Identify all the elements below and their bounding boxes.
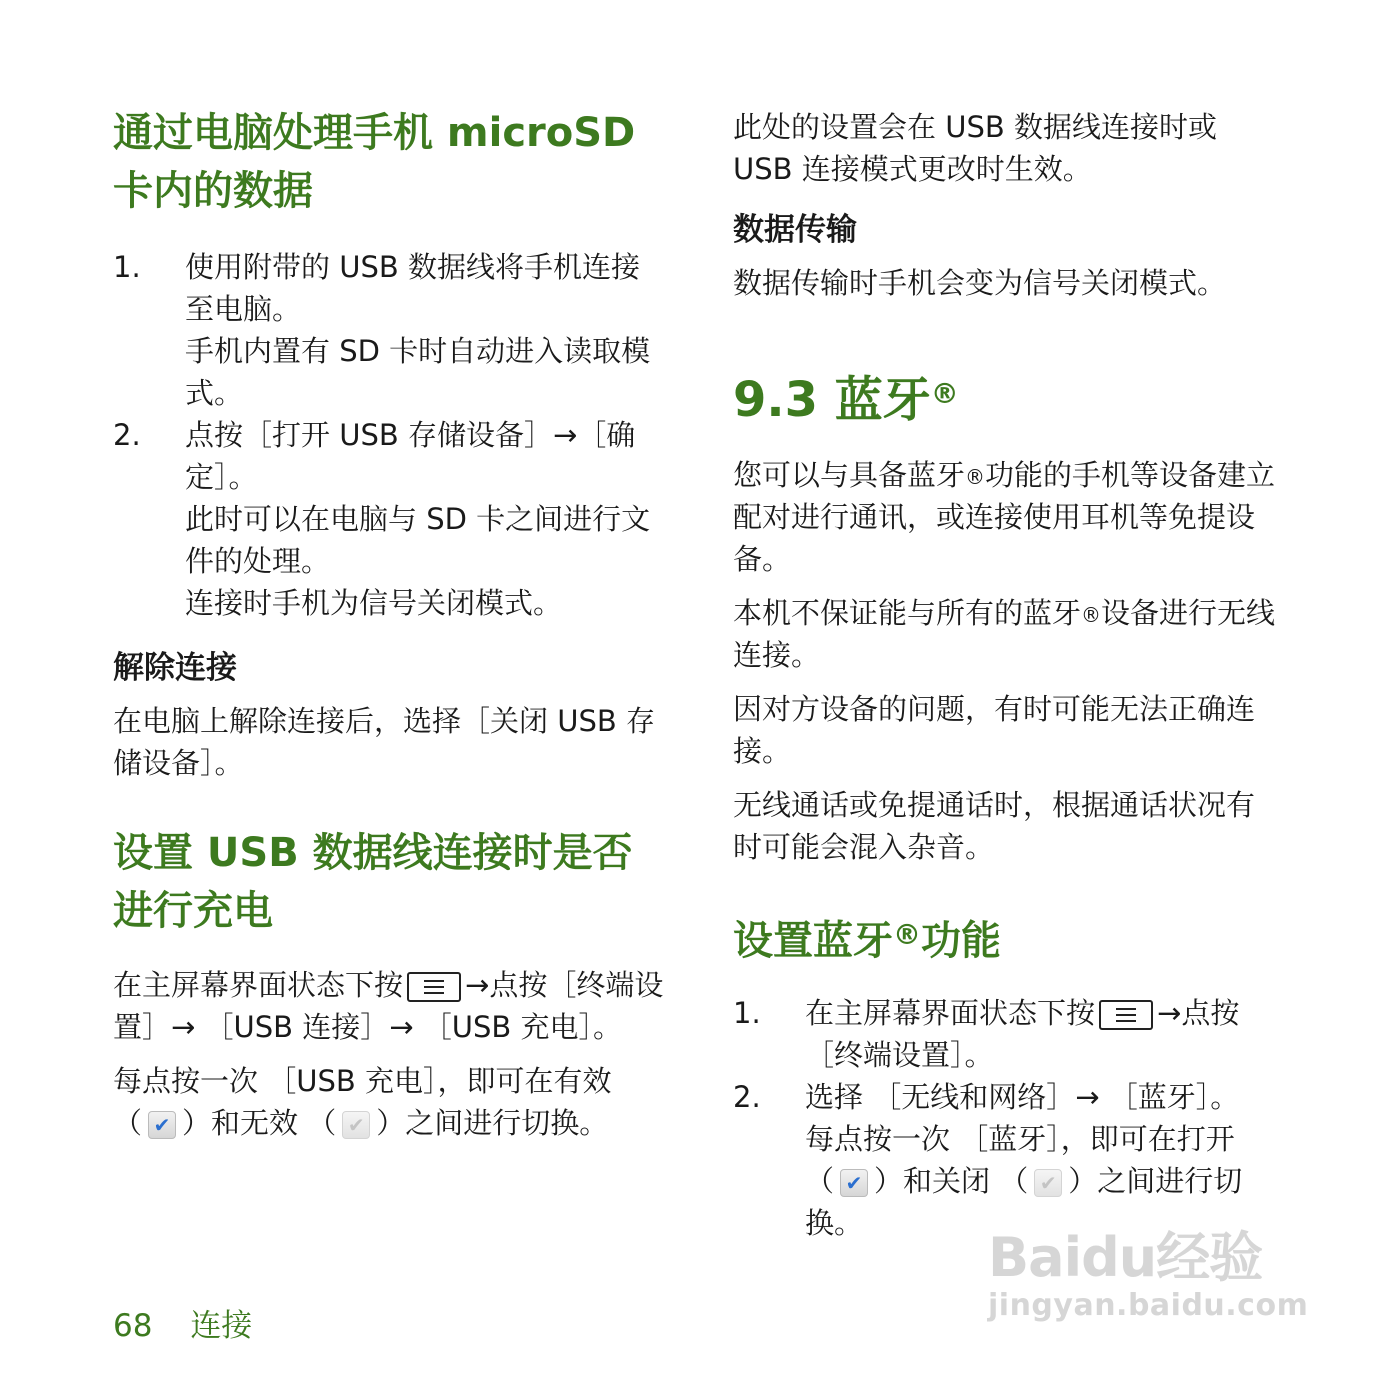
checkbox-disabled-icon: ✔: [342, 1111, 370, 1139]
heading-usb-charge: 设置 USB 数据线连接时是否进行充电: [113, 830, 633, 934]
bluetooth-paragraph-3: 因对方设备的问题，有时可能无法正确连接。: [733, 692, 1256, 768]
right-column: [733, 106, 1283, 1244]
step-text-part: ）和关闭 （: [874, 1164, 1029, 1198]
heading-bluetooth-settings: [733, 912, 1283, 970]
footer-section: 连接: [190, 1308, 253, 1344]
registered-mark: ®: [930, 377, 959, 410]
step-number: 1.: [733, 996, 761, 1030]
step-text: 此时可以在电脑与 SD 卡之间进行文件的处理。: [185, 502, 651, 578]
subheading-transfer: 数据传输: [733, 212, 857, 248]
watermark-logo: Baidu经验: [988, 1226, 1263, 1289]
heading-microsd: 通过电脑处理手机 microSD 卡内的数据: [113, 110, 636, 214]
transfer-text: 数据传输时手机会变为信号关闭模式。: [733, 266, 1227, 300]
usb-intro-text: 此处的设置会在 USB 数据线连接时或 USB 连接模式更改时生效。: [733, 110, 1217, 186]
section-title-bluetooth: [733, 370, 1283, 430]
step-text: 使用附带的 USB 数据线将手机连接至电脑。: [185, 250, 640, 326]
charge-paragraph-1: [113, 964, 668, 1048]
checkbox-checked-icon: ✔: [840, 1169, 868, 1197]
bt-text: 本机不保证能与所有的蓝牙: [733, 596, 1082, 630]
registered-mark: ®: [965, 465, 986, 489]
list-item: [733, 992, 1283, 1076]
steps-list: [113, 246, 668, 624]
baidu-watermark: [988, 1228, 1308, 1324]
charge-text: ）和无效 （: [182, 1106, 337, 1140]
bluetooth-paragraph-1: [733, 454, 1283, 580]
bt-text: 功能的手机等设备建立配对进行通讯，或连接使用耳机等免提设备。: [733, 458, 1276, 576]
bluetooth-paragraph-4: 无线通话或免提通话时，根据通话状况有时可能会混入杂音。: [733, 788, 1256, 864]
step-number: 2.: [113, 418, 141, 452]
step-text-part: ）之间进行切换。: [805, 1164, 1243, 1240]
checkbox-disabled-icon: ✔: [1034, 1169, 1062, 1197]
left-column: [113, 104, 668, 1144]
charge-text: ）之间进行切换。: [376, 1106, 609, 1140]
step-text-part: →点按［终端设置］。: [805, 996, 1240, 1072]
step-text: 点按［打开 USB 存储设备］→［确定］。: [185, 418, 636, 494]
charge-text: →点按［终端设置］→ ［USB 连接］→ ［USB 充电］。: [113, 968, 664, 1044]
list-item: [113, 246, 668, 414]
section-title-text: 9.3 蓝牙: [733, 372, 931, 428]
subheading-disconnect: 解除连接: [113, 650, 237, 686]
watermark-url: jingyan.baidu.com: [988, 1288, 1309, 1323]
list-item: [113, 414, 668, 624]
heading-text: 设置蓝牙: [733, 918, 893, 964]
page-number: 68: [113, 1308, 153, 1344]
bt-text: 您可以与具备蓝牙: [733, 458, 966, 492]
step-text-part: 每点按一次 ［蓝牙］，即可在打开: [805, 1122, 1235, 1156]
charge-text: 在主屏幕界面状态下按: [113, 968, 404, 1002]
bluetooth-steps: [733, 992, 1283, 1244]
heading-text: 功能: [921, 918, 1001, 964]
step-text-part: （: [805, 1164, 835, 1198]
charge-text: （: [113, 1106, 143, 1140]
registered-mark: ®: [893, 918, 921, 951]
step-text: [733, 992, 1283, 1076]
registered-mark: ®: [1081, 603, 1102, 627]
step-text: 手机内置有 SD 卡时自动进入读取模式。: [185, 334, 651, 410]
menu-key-icon: [407, 972, 461, 1002]
charge-paragraph-2: [113, 1060, 668, 1144]
charge-text: 每点按一次 ［USB 充电］，即可在有效: [113, 1064, 612, 1098]
menu-key-icon: [1099, 1000, 1153, 1030]
bt-text: 设备进行无线连接。: [733, 596, 1276, 672]
step-text-part: 在主屏幕界面状态下按: [805, 996, 1096, 1030]
checkbox-checked-icon: ✔: [148, 1111, 176, 1139]
list-item: [733, 1076, 1283, 1244]
page-footer: [113, 1300, 252, 1345]
step-text: 选择 ［无线和网络］→ ［蓝牙］。: [805, 1080, 1240, 1114]
disconnect-text: 在电脑上解除连接后，选择［关闭 USB 存储设备］。: [113, 704, 655, 780]
step-text: 连接时手机为信号关闭模式。: [185, 586, 563, 620]
step-number: 1.: [113, 250, 141, 284]
bluetooth-paragraph-2: [733, 592, 1283, 676]
step-number: 2.: [733, 1080, 761, 1114]
